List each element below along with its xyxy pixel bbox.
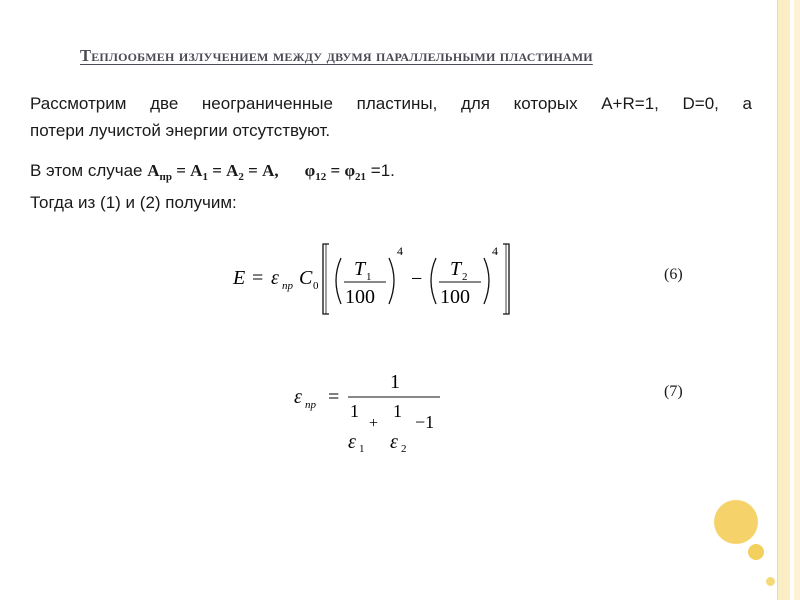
eq6-paren-close-2 [484,258,489,304]
eq6-c: C [299,267,313,289]
phi21: φ [344,161,356,180]
eq7-plus: + [369,415,379,432]
then-text: Тогда из (1) и (2) получим: [30,193,237,212]
a-pr-sub: пр [159,171,172,183]
eq6-den-1: 100 [345,286,375,308]
eq6-c-sub: 0 [313,280,319,292]
equation-6-number: (6) [664,266,683,283]
equation-6 [225,238,525,318]
eq6-pow-2: 4 [492,244,498,258]
eq7-eps2-sub: 2 [401,443,407,455]
eq7-one-1: 1 [350,401,359,421]
phi12: φ [304,161,316,180]
a-pr: А [147,161,160,180]
side-bar-outer [777,0,790,600]
phi12-sub: 12 [315,171,327,183]
eq6-paren-open-2 [431,258,436,304]
eq-sign-4: = [326,161,345,180]
conditions-prefix: В этом случае [30,161,148,180]
eq6-den-2: 100 [440,286,470,308]
decorative-circle-tiny [766,577,775,586]
eq7-equals: = [328,386,340,408]
equation-7 [290,366,460,456]
eq-sign-5: =1. [366,161,395,180]
eq-sign-2: = [207,161,227,180]
eq6-eps: ε [271,267,279,289]
decorative-circle-small [748,544,764,560]
a1-sub: 1 [202,171,208,183]
eq6-lhs: E [233,267,246,289]
eq7-numerator: 1 [390,371,400,393]
intro-line-2: потери лучистой энергии отсутствуют. [30,121,331,140]
intro-line-1: Рассмотрим две неограниченные пластины, для которых А+R=1, D=0, а [30,94,752,113]
eq6-paren-open-1 [336,258,341,304]
eq6-t2-sub: 2 [462,271,468,283]
eq7-minus-one: −1 [415,412,435,432]
eq6-pow-1: 4 [397,244,403,258]
slide-title: Теплообмен излучением между двумя параллельными пластинами [80,46,593,65]
eq6-paren-close-1 [389,258,394,304]
a1: А [190,161,203,180]
decorative-circle-large [714,500,758,544]
eq6-t2: T [450,258,462,280]
eq6-equals: = [252,267,264,289]
eq7-eps: ε [294,386,302,408]
eq7-eps-sub: пр [305,399,316,411]
intro-paragraph [30,90,752,144]
eq6-minus: − [411,268,423,290]
phi21-sub: 21 [355,171,367,183]
equation-7-number: (7) [664,383,683,400]
eq7-eps1-sub: 1 [359,443,365,455]
eq-sign-1: = [171,161,191,180]
eq6-t1: T [354,258,366,280]
eq6-t1-sub: 1 [366,271,372,283]
eq-sign-3: = А, [243,161,279,180]
a2-sub: 2 [238,171,244,183]
eq6-eps-sub: пр [282,280,293,292]
decorative-side-bars [770,0,800,600]
eq7-eps2: ε [390,431,398,453]
side-bar-inner [794,0,800,600]
eq7-eps1: ε [348,431,356,453]
a2: А [226,161,239,180]
conditions-line [30,161,395,183]
eq7-one-2: 1 [393,401,402,421]
